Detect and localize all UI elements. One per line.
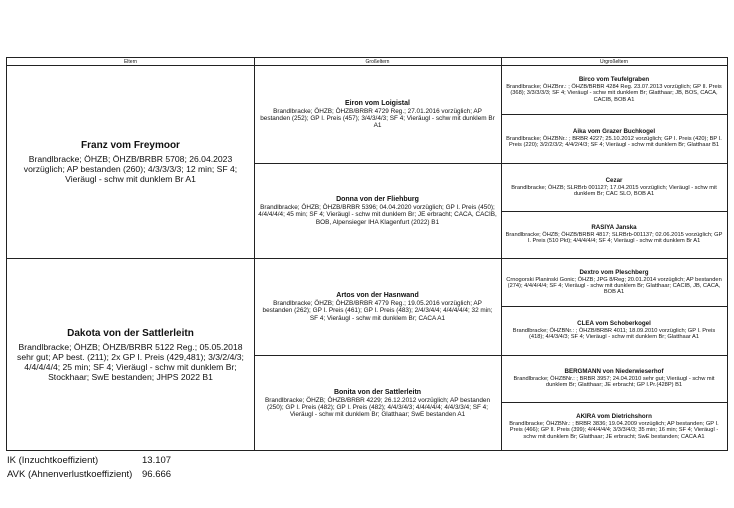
ik-label: IK (Inzuchtkoeffizient)	[7, 455, 99, 466]
pedigree-table	[6, 57, 728, 451]
dog-name: CLEA vom Schoberkogel	[577, 320, 651, 328]
dog-details: Brandlbracke; ÖHZBNr.: ; BRBR 4227; 25.10.2012 vorzüglich; GP I. Preis (420); BP I. Preis (220); 3/2/2/3/2; 4/4/2/4/3; SF 4; Vieräugl - schw mit dunklem Br; Glatthaar B1	[506, 136, 722, 149]
avk-label: AVK (Ahnenverlustkoeffizient)	[7, 469, 133, 480]
great-grandparent	[501, 164, 727, 212]
dog-name: Dakota von der Sattlerleitn	[67, 327, 194, 339]
grandparent	[254, 356, 501, 451]
dog-details: Brandlbracke; ÖHZBNr.: ; BRBR 3836; 19.04.2009 vorzüglich; AP bestanden; GP I. Preis (466); GP II. Preis (399); 4/4/4/4/4; 3/3/3/4/3; 35 min; 16 min; SF 4; Vieräugl - schw mit dunklem Br; Glatthaar; JE erbracht; SwE bestanden; CACA A1	[509, 421, 719, 440]
dog-name: Bonita von der Sattlerleitn	[333, 388, 422, 396]
header-grandparents: Großeltern	[254, 58, 501, 66]
dog-name: AKIRA vom Dietrichshorn	[576, 413, 652, 421]
dog-name: Cezar	[605, 176, 623, 184]
great-grandparent	[501, 212, 727, 259]
dog-details: Brandlbracke; ÖHZB; ÖHZB/BRBR 5122 Reg.; 05.05.2018 sehr gut; AP best. (211); 2x GP I. Preis (429,481); 3/3/2/4/3; 4/4/4/4/4; 25 min; SF 4; Vieräugl - schw mit dunklem Br; Stockhaar; SwE bestanden; JHPS 2022 B1	[17, 341, 244, 383]
avk-value: 96.666	[142, 469, 172, 480]
great-grandparent	[501, 403, 727, 451]
grandparent	[254, 259, 501, 356]
dog-name: BERGMANN von Niederwieserhof	[564, 368, 664, 376]
dog-details: Brandlbracke; ÖHZB; ÖHZB/BRBR 4779 Reg.; 19.05.2016 vorzüglich; AP bestanden (262); GP I. Preis (461); GP I. Preis (483); 2/4/3/4/4; 4/4/4/4/4; 32 min; SF 4; Vieräugl - schw mit dunklem Br; CACA A1	[262, 300, 493, 322]
dog-name: Donna von der Fliehburg	[336, 196, 419, 204]
dog-details: Brandlbracke; ÖHZB; ÖHZB/BRBR 5708; 26.04.2023 vorzüglich; AP bestanden (260); 4/3/3/3/3; 12 min; SF 4; Vieräugl - schw mit dunklem Br A1	[23, 153, 238, 185]
dog-name: RASIYA Janska	[591, 224, 637, 232]
dog-details: Brandlbracke; ÖHZBNr.: ; ÖHZB/BRBR 4011; 18.09.2010 vorzüglich; GP I. Preis (418); 4/4/3/4/3; SF 4; Vieräugl - schw mit dunklem Br; Glatthaar A1	[512, 328, 716, 341]
dog-name: Aika vom Grazer Buchkogel	[572, 128, 656, 136]
ik-value: 13.107	[142, 455, 172, 466]
dog-name: Franz vom Freymoor	[81, 139, 180, 151]
great-grandparent	[501, 115, 727, 164]
great-grandparent	[501, 307, 727, 356]
dog-name: Artos von der Hasnwand	[336, 292, 419, 300]
dog-details: Brandlbracke; ÖHZB; ÖHZB/BRBR 4729 Reg.; 27.01.2016 vorzüglich; AP bestanden (252); GP I. Preis (457); 3/4/3/4/3; SF 4; Vieräugl - schw mit dunklem Br A1	[260, 107, 495, 130]
ik-row	[7, 455, 172, 467]
great-grandparent	[501, 356, 727, 403]
grandparent	[254, 164, 501, 259]
dog-name: Birco vom Teufelgraben	[578, 76, 650, 84]
header-parents: Eltern	[7, 58, 254, 66]
dog-name: Eiron vom Loigistal	[345, 99, 410, 107]
dog-details: Brandlbracke; ÖHZB; ÖHZB/BRBR 4229; 26.12.2012 vorzüglich; AP bestanden (250); GP I. Preis (482); GP I. Preis (482); 4/4/3/4/3; 4/4/4/4/4; 4/4/3/3/4; SF 4; Vieräugl - schw mit dunklem Br; Glatthaar; SwE bestanden A1	[264, 396, 491, 419]
parent-sire	[7, 66, 254, 259]
dog-details: Crnogorski Planinski Gonic; ÖHZB; JPG 8/Reg; 20.01.2014 vorzüglich; AP bestanden (274); 4/4/4/4/4; SF 4; Vieräugl - schw mit dunklem Br; Glatthaar; CACIB, JB, CACA, BOB A1	[506, 276, 722, 295]
dog-details: Brandlbracke; ÖHZBNr.: ; BRBR 3957; 24.04.2010 sehr gut; Vieräugl - schw mit dunklem Br; Glatthaar; JE erbracht; GP I.Pr.(428P) B1	[513, 376, 715, 389]
dog-name: Dextro vom Pleschberg	[579, 268, 649, 276]
dog-details: Brandlbracke; ÖHZB; SLRBrb 001127; 17.04.2015 vorzüglich; Vieräugl - schw mit dunklem Br; CAC SLO, BOB A1	[511, 184, 717, 197]
grandparent	[254, 66, 501, 164]
header-great-grandparents: Urgroßeltern	[501, 58, 727, 66]
dog-details: Brandlbracke; ÖHZB; ÖHZB/BRBR 4817; SLRBrb-001137; 02.06.2015 vorzüglich; GP I. Preis (510 Pkt); 4/4/4/4/4; SF 4; Vieräugl - schw mit dunklem Br A1	[505, 232, 723, 245]
avk-row	[7, 469, 172, 481]
great-grandparent	[501, 259, 727, 307]
dog-details: Brandlbracke; ÖHZB; ÖHZB/BRBR 5396; 04.04.2020 vorzüglich; GP I. Preis (450); 4/4/4/4/4; 45 min; SF 4; Vieräugl - schw mit dunklem Br; JE erbracht; CACA, CACIB, BOB, Alpensieger IHA Klagenfurt (2022) B1	[258, 204, 497, 226]
great-grandparent	[501, 66, 727, 115]
parent-dam	[7, 259, 254, 451]
dog-details: Brandlbracke; ÖHZBnr.: ; ÖHZB/BRBR 4284 Reg. 23.07.2013 vorzüglich; GP II. Preis (368); 3/3/3/3/3; SF 4; Vieräugl - schw mit dunklem Br; Glatthaar; JB, BOS, CACA, CACIB, BOB A1	[506, 84, 722, 103]
